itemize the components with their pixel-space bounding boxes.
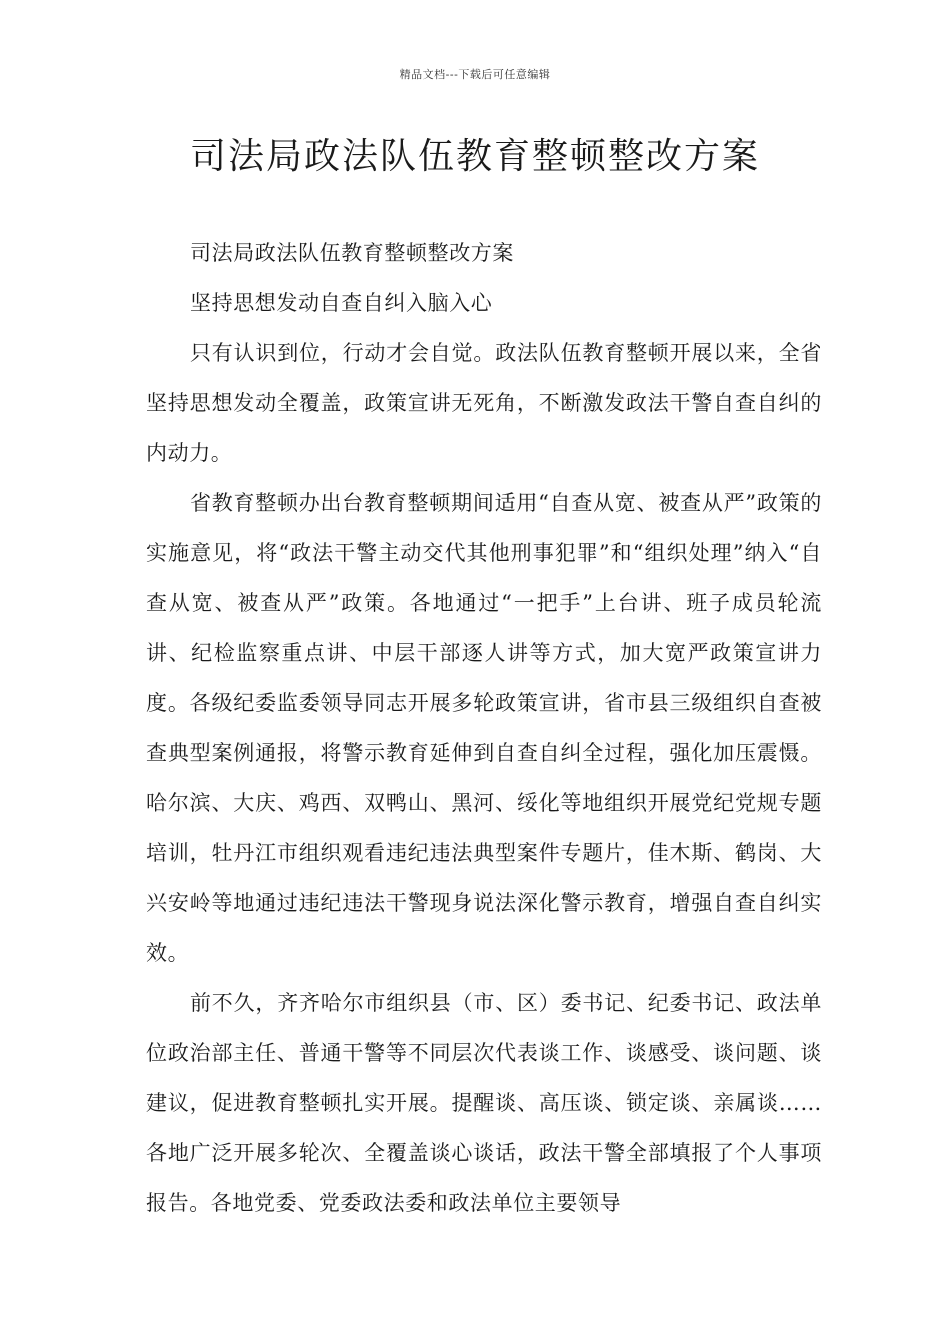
paragraph: 省教育整顿办出台教育整顿期间适用“自查从宽、被查从严”政策的实施意见，将“政法干警主动交代其他刑事犯罪”和“组织处理”纳入“自查从宽、被查从严”政策。各地通过“一把手”上台讲、班子成员轮流讲、纪检监察重点讲、中层干部逐人讲等方式，加大宽严政策宣讲力度。各级纪委监委领导同志开展多轮政策宣讲，省市县三级组织自查被查典型案例通报，将警示教育延伸到自查自纠全过程，强化加压震慑。哈尔滨、大庆、鸡西、双鸭山、黑河、绥化等地组织开展党纪党规专题培训，牡丹江市组织观看违纪违法典型案件专题片，佳木斯、鹤岗、大兴安岭等地通过违纪违法干警现身说法深化警示教育，增强自查自纠实效。 xyxy=(146,491,822,965)
header-note: 精品文档---下载后可任意编辑 xyxy=(399,68,551,81)
paragraph-section-heading: 坚持思想发动自查自纠入脑入心 xyxy=(190,291,493,315)
document-body xyxy=(146,228,822,1228)
document-title: 司法局政法队伍教育整顿整改方案 xyxy=(189,136,760,177)
paragraph: 前不久，齐齐哈尔市组织县（市、区）委书记、纪委书记、政法单位政治部主任、普通干警等不同层次代表谈工作、谈感受、谈问题、谈建议，促进教育整顿扎实开展。提醒谈、高压谈、锁定谈、亲属谈……各地广泛开展多轮次、全覆盖谈心谈话，政法干警全部填报了个人事项报告。各地党委、党委政法委和政法单位主要领导 xyxy=(146,991,822,1215)
paragraph: 只有认识到位，行动才会自觉。政法队伍教育整顿开展以来，全省坚持思想发动全覆盖，政策宣讲无死角，不断激发政法干警自查自纠的内动力。 xyxy=(146,341,822,465)
paragraph-subtitle: 司法局政法队伍教育整顿整改方案 xyxy=(190,241,514,265)
